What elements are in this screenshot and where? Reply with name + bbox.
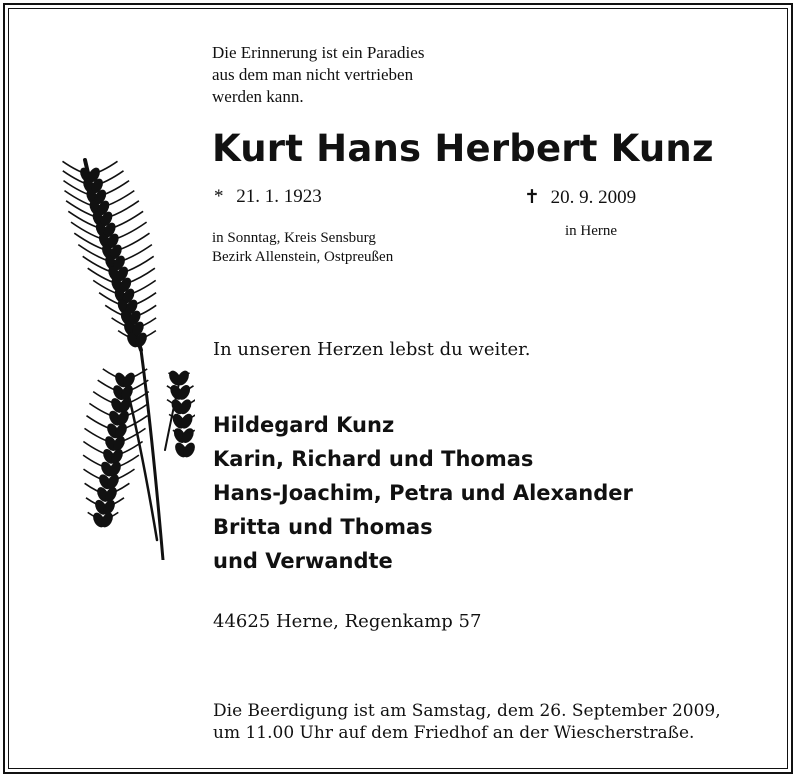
tagline: In unseren Herzen lebst du weiter. (213, 339, 531, 360)
mourner-line: Karin, Richard und Thomas (213, 447, 534, 471)
mourner-line: Britta und Thomas (213, 515, 433, 539)
birth-date-value: 21. 1. 1923 (236, 186, 322, 207)
birth-place-line: Bezirk Allenstein, Ostpreußen (212, 249, 394, 265)
death-date-value: 20. 9. 2009 (550, 187, 637, 208)
address: 44625 Herne, Regenkamp 57 (213, 611, 482, 632)
death-place: in Herne (565, 223, 618, 239)
birth-place-line: in Sonntag, Kreis Sensburg (212, 230, 376, 246)
quote-line: werden kann. (212, 87, 304, 106)
funeral-info (213, 700, 721, 744)
mourner-line: Hans-Joachim, Petra und Alexander (213, 481, 633, 505)
wheat-ear-icon (45, 150, 195, 560)
death-date (524, 186, 636, 209)
deceased-name: Kurt Hans Herbert Kunz (212, 127, 714, 170)
mourner-line: Hildegard Kunz (213, 413, 395, 437)
funeral-line: um 11.00 Uhr auf dem Friedhof an der Wiescherstraße. (213, 723, 695, 743)
birth-date (214, 186, 322, 208)
quote-line: Die Erinnerung ist ein Paradies (212, 43, 425, 62)
memorial-quote (212, 42, 424, 108)
birth-symbol: * (214, 186, 224, 207)
mourners-list (213, 408, 633, 578)
birth-place (212, 229, 393, 267)
quote-line: aus dem man nicht vertrieben (212, 65, 414, 84)
cross-icon: ✝ (524, 187, 540, 208)
mourner-line: und Verwandte (213, 549, 393, 573)
funeral-line: Die Beerdigung ist am Samstag, dem 26. September 2009, (213, 701, 721, 721)
